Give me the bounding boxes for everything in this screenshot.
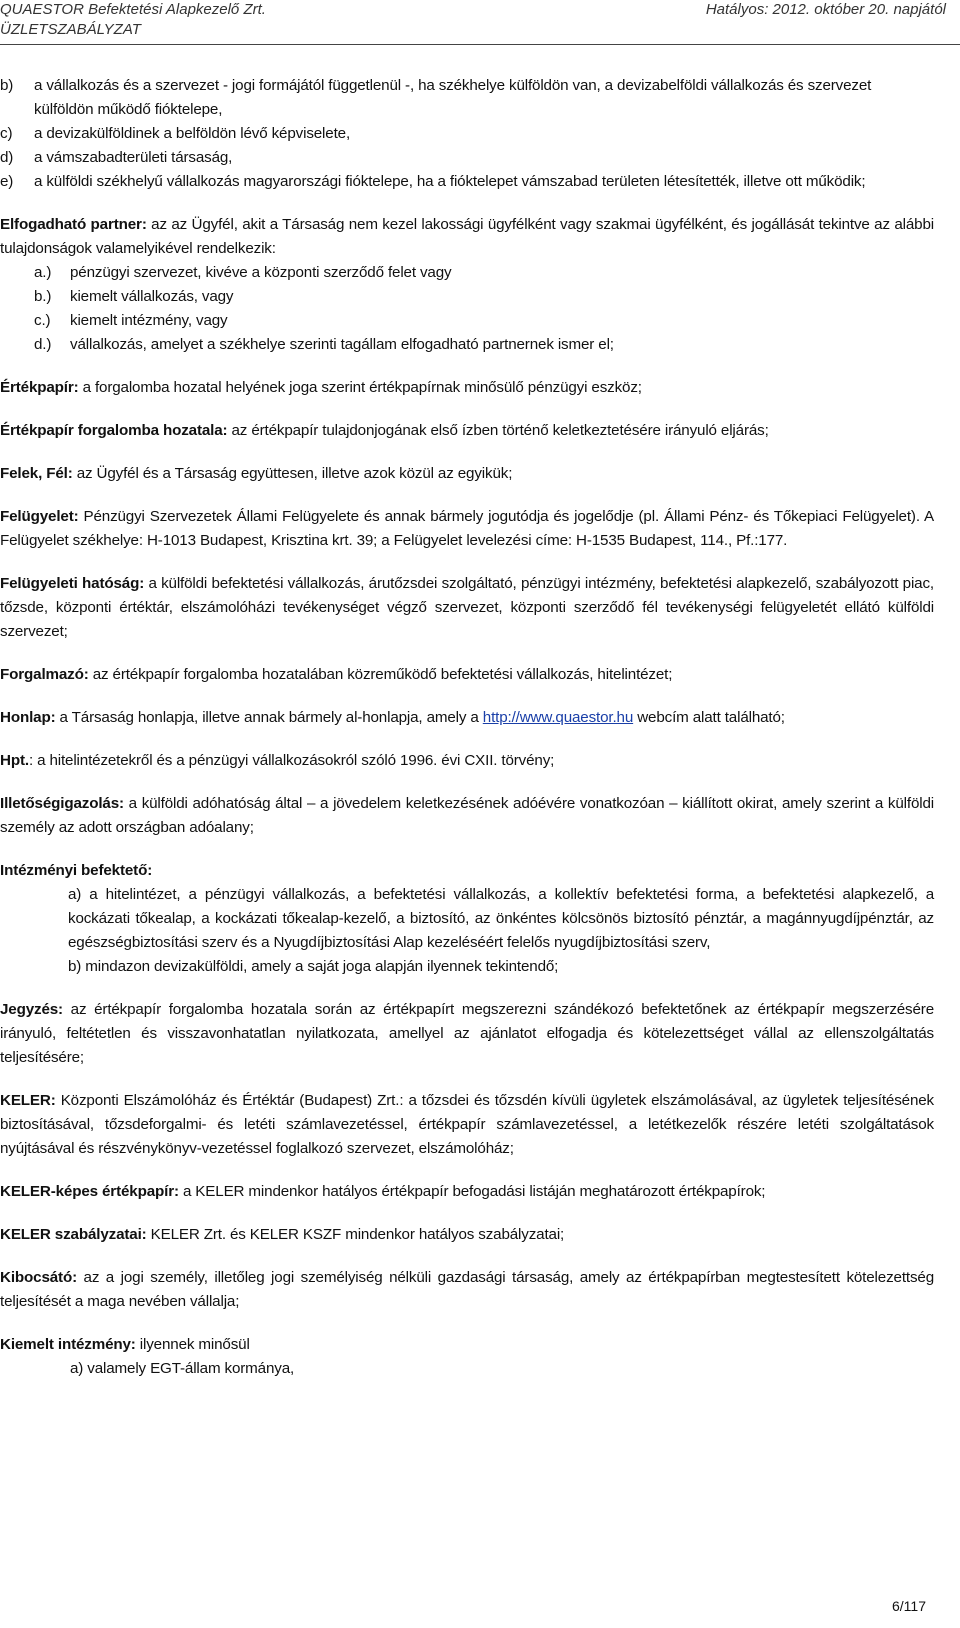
header-effective-date: Hatályos: 2012. október 20. napjától — [705, 1, 946, 18]
term: KELER: — [0, 1092, 56, 1109]
definition-keler: KELER: Központi Elszámolóház és Értéktár (Budapest) Zrt.: a tőzsdei és tőzsdén kívüli ügyletek elszámolásával, az ügyletek teljesítésének biztosításával, tőzsdeforgalmi- és letéti számlavezetéssel, értékpapír számlavezetéssel, a letétkezelők részére letéti szolgáltatások nyújtásával és részvénykönyv-vezetéssel foglalkozó szervezet, elszámolóház; — [0, 1092, 934, 1157]
page-header — [0, 0, 960, 46]
quaestor-website-link[interactable]: http://www.quaestor.hu — [482, 709, 634, 726]
term: KELER szabályzatai: — [0, 1226, 147, 1243]
term: Értékpapír forgalomba hozatala: — [0, 422, 228, 439]
definition-intezmenyi-befekteto — [0, 859, 934, 883]
list-item: c.) kiemelt intézmény, vagy — [34, 312, 228, 329]
term: Felek, Fél: — [0, 465, 73, 482]
header-document-title: ÜZLETSZABÁLYZAT — [0, 21, 141, 38]
definition-elfogadhato-partner: Elfogadható partner: az az Ügyfél, akit a Társaság nem kezel lakossági ügyfélként vagy szakmai ügyfélként, és jogállását tekintve az alábbi tulajdonságok valamelyikével rendelkezik: — [0, 216, 934, 257]
list-top — [0, 74, 934, 194]
term: Értékpapír: — [0, 379, 79, 396]
list-item: a.) pénzügyi szervezet, kivéve a központi szerződő felet vagy — [34, 264, 452, 281]
definition-kibocsato: Kibocsátó: az a jogi személy, illetőleg jogi személyiség nélküli gazdasági társaság, amely az értékpapírban megtestesített kötelezettség teljesítését a maga nevében vállalja; — [0, 1269, 934, 1310]
definition-hpt: Hpt.: a hitelintézetekről és a pénzügyi vállalkozásokról szóló 1996. évi CXII. törvény; — [0, 752, 555, 769]
term: Forgalmazó: — [0, 666, 89, 683]
term: Illetőségigazolás: — [0, 795, 124, 812]
list-item: b) a vállalkozás és a szervezet - jogi formájától függetlenül -, ha székhelye külföldön van, a devizabelföldi vállalkozás és szervezet külföldön működő fióktelepe, — [0, 77, 872, 118]
list-item: b.) kiemelt vállalkozás, vagy — [34, 288, 234, 305]
term: Hpt. — [0, 752, 29, 769]
definition-forgalmazo: Forgalmazó: az értékpapír forgalomba hozatalában közreműködő befektetési vállalkozás, hitelintézet; — [0, 666, 673, 683]
definition-ertekpapir: Értékpapír: a forgalomba hozatal helyének joga szerint értékpapírnak minősülő pénzügyi eszköz; — [0, 379, 642, 396]
definition-ertekpapir-forgalomba-hozatala: Értékpapír forgalomba hozatala: az értékpapír tulajdonjogának első ízben történő keletkeztetésére irányuló eljárás; — [0, 422, 769, 439]
list-item: d) a vámszabadterületi társaság, — [0, 149, 233, 166]
definition-jegyzes: Jegyzés: az értékpapír forgalomba hozatala során az értékpapírt megszerezni szándékozó befektetőnek az értékpapír megszerzésére irányuló, feltétetlen és visszavonhatatlan nyilatkozata, amellyel az ajánlatot elfogadja és kötelezettséget vállal az ellenszolgáltatás teljesítésére; — [0, 1001, 934, 1066]
intezmenyi-item-a: a) a hitelintézet, a pénzügyi vállalkozás, a befektetési vállalkozás, a kollektív befektetési forma, a befektetési alapkezelő, a kockázati tőkealap, a kockázati tőkealap-kezelő, a biztosító, az önkéntes kölcsönös biztosító pénztár, a magánnyugdíjpénztár, az egészségbiztosítási szerv és a Nyugdíjbiztosítási Alap kezeléséért felelős nyugdíjbiztosítási szerv, — [68, 886, 934, 951]
header-company: QUAESTOR Befektetési Alapkezelő Zrt. — [0, 1, 266, 18]
definition-felek: Felek, Fél: az Ügyfél és a Társaság együttesen, illetve azok közül az egyikük; — [0, 465, 513, 482]
definition-keler-kepes-ertekpapir: KELER-képes értékpapír: a KELER mindenkor hatályos értékpapír befogadási listáján meghatározott értékpapírok; — [0, 1183, 766, 1200]
definition-felugyeleti-hatosag: Felügyeleti hatóság: a külföldi befektetési vállalkozás, árutőzsdei szolgáltató, pénzügyi intézmény, befektetési alapkezelő, szabályozott piac, tőzsde, központi értéktár, elszámolóházi tevékenységet végző szervezet, központi szerződő fél tevékenységi felügyeletét ellátó külföldi szervezet; — [0, 575, 934, 640]
page-number: 6/117 — [892, 1598, 926, 1614]
definition-keler-szabalyzatai: KELER szabályzatai: KELER Zrt. és KELER KSZF mindenkor hatályos szabályzatai; — [0, 1226, 565, 1243]
term: Kibocsátó: — [0, 1269, 77, 1286]
term: Felügyeleti hatóság: — [0, 575, 145, 592]
term: Kiemelt intézmény: — [0, 1336, 136, 1353]
elfogadhato-list — [0, 261, 934, 357]
intezmenyi-item-b: b) mindazon devizakülföldi, amely a saját joga alapján ilyennek tekintendő; — [68, 958, 559, 975]
list-item: d.) vállalkozás, amelyet a székhelye szerinti tagállam elfogadható partnernek ismer el; — [34, 336, 614, 353]
term: Elfogadható partner: — [0, 216, 147, 233]
definition-illetosegigazolas: Illetőségigazolás: a külföldi adóhatóság által – a jövedelem keletkezésének adóévére vonatkozóan – kiállított okirat, amely szerint a külföldi személy az adott országban adóalany; — [0, 795, 934, 836]
definition-honlap: Honlap: a Társaság honlapja, illetve annak bármely al-honlapja, amely a http://www.quaestor.hu webcím alatt található; — [0, 709, 785, 726]
term: Honlap: — [0, 709, 56, 726]
document-body — [0, 74, 934, 1381]
list-item: c) a devizakülföldinek a belföldön lévő képviselete, — [0, 125, 351, 142]
term: Intézményi befektető: — [0, 862, 153, 879]
term: KELER-képes értékpapír: — [0, 1183, 179, 1200]
term: Felügyelet: — [0, 508, 79, 525]
kiemelt-item-a: a) valamely EGT-állam kormánya, — [70, 1360, 295, 1377]
header-divider — [0, 44, 960, 45]
list-item: e) a külföldi székhelyű vállalkozás magyarországi fióktelepe, ha a fióktelepet vámszabad területen létesítették, illetve ott működik; — [0, 173, 866, 190]
definition-felugyelet: Felügyelet: Pénzügyi Szervezetek Állami Felügyelete és annak bármely jogutódja és jogelődje (pl. Állami Pénz- és Tőkepiaci Felügyelet). A Felügyelet székhelye: H-1013 Budapest, Krisztina krt. 39; a Felügyelet levelezési címe: H-1535 Budapest, 114., Pf.:177. — [0, 508, 934, 549]
term: Jegyzés: — [0, 1001, 63, 1018]
definition-kiemelt-intezmeny: Kiemelt intézmény: ilyennek minősül — [0, 1336, 250, 1353]
